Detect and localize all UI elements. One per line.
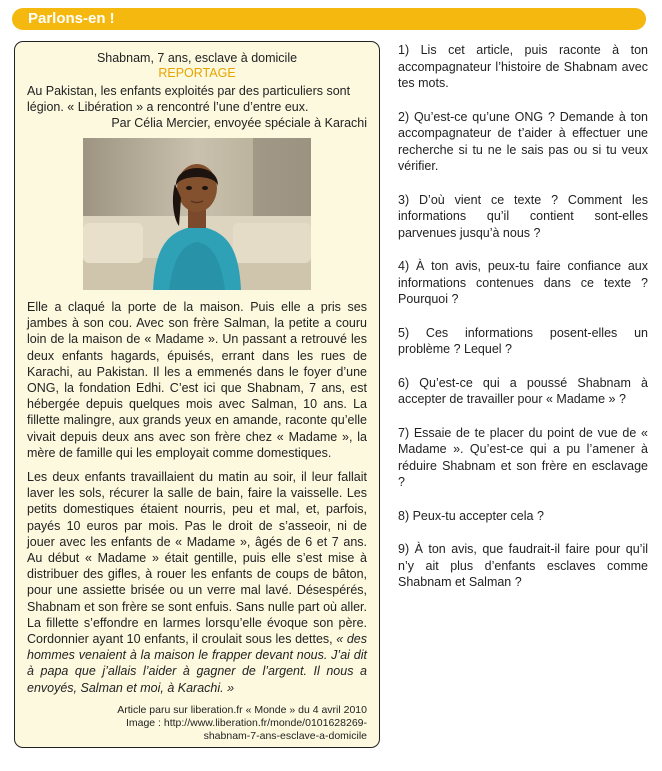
question-2: 2) Qu’est-ce qu’une ONG ? Demande à ton accompagnateur de t’aider à effectuer une recherche si tu ne le sais pas ou si tu veux vérifier. [398,109,648,173]
paragraph-2-text: Les deux enfants travaillaient du matin au soir, il leur fallait laver les sols, récurer la salle de bain, faire la vaisselle. Les petits domestiques étaient nourris, peu et mal, et, parfois, payés 10 euros par mois. Pas le droit de s’asseoir, ni de jouer avec les enfants de « Madame », âgés de 6 et 7 ans. Au début « Madame » était gentille, puis elle s’est mise à distribuer des gifles, à rouer les enfants de coups de bâton, pour une assiette brisée ou un verre mal lavé. Désespérés, Shabnam et son frère se sont enfuis. Sans nulle part où aller. La fillette s’effondre en larmes lorsqu’elle évoque son père. Cordonnier ayant 10 enfants, il croulait sous les dettes, [27,470,367,647]
question-6: 6) Qu’est-ce qui a poussé Shabnam à accepter de travailler pour « Madame » ? [398,375,648,406]
question-5: 5) Ces informations posent-elles un problème ? Lequel ? [398,325,648,356]
article-paragraph-2 [27,469,367,696]
article-photo [83,138,311,290]
article-credits [27,704,367,743]
section-banner [12,8,646,30]
banner-title: Parlons-en ! [28,10,115,27]
question-1: 1) Lis cet article, puis raconte à ton accompagnateur l’histoire de Shabnam avec tes mots. [398,43,648,90]
article-byline: Par Célia Mercier, envoyée spéciale à Karachi [111,116,367,130]
article-paragraph-1: Elle a claqué la porte de la maison. Puis elle a pris ses jambes à son cou. Avec son frère Salman, la petite a couru loin de la maison de « Madame ». Un passant a retrouvé les deux enfants hagards, épuisés, errant dans les rues de Karachi, au Pakistan. Il les a emmenés dans le foyer d’une ONG, la fondation Edhi. C’est ici que Shabnam, 7 ans, est hébergée depuis quelques mois avec Salman, 10 ans. La fillette malingre, aux grands yeux en amande, raconte qu’elle vivait depuis deux ans avec son frère chez « Madame », la mère de famille qui les employait comme domestiques. [27,300,367,460]
question-7: 7) Essaie de te placer du point de vue de « Madame ». Qu’est-ce qui a pu l’amener à réduire Shabnam et son frère en esclavage ? [398,425,648,489]
credit-image-url: Image : http://www.liberation.fr/monde/0101628269- [125,716,367,729]
question-8: 8) Peux-tu accepter cela ? [398,508,544,523]
paragraph-2-quote: « des hommes venaient à la maison le frapper devant nous. J’ai dit à papa que j’allais l’aider à gagner de l’argent. Il nous a envoyés, Salman et moi, à Karachi. » [27,632,367,695]
questions-list [398,42,648,608]
question-3: 3) D’où vient ce texte ? Comment les informations qu’il contient sont-elles parvenues jusqu’à nous ? [398,192,648,240]
article-intro: Au Pakistan, les enfants exploités par des particuliers sont légion. « Libération » a rencontré l’une d’entre eux. [27,84,351,114]
credit-image-url-cont: shabnam-7-ans-esclave-a-domicile [203,729,367,742]
question-9: 9) À ton avis, que faudrait-il faire pour qu’il n’y ait plus d’enfants esclaves comme Shabnam et Salman ? [398,542,648,589]
credit-source: Article paru sur liberation.fr « Monde » du 4 avril 2010 [117,703,367,716]
article-panel [14,41,380,748]
article-label: REPORTAGE [158,66,236,80]
question-4: 4) À ton avis, peux-tu faire confiance aux informations contenues dans ce texte ? Pourquoi ? [398,259,648,306]
article-title: Shabnam, 7 ans, esclave à domicile [96,51,298,65]
